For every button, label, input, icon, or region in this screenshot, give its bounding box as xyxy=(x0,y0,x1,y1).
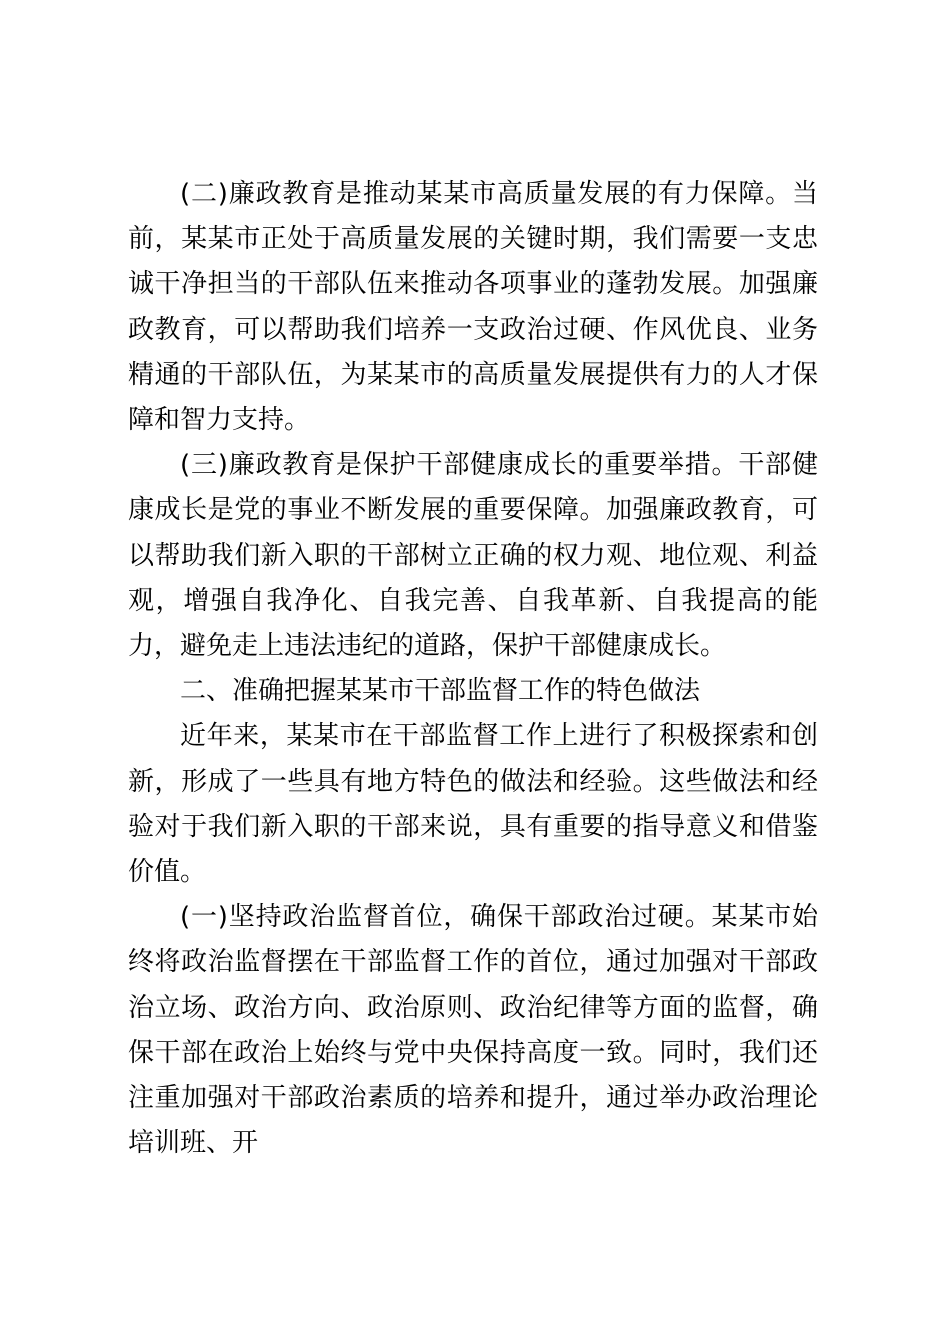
paragraph-section-3: (三)廉政教育是保护干部健康成长的重要举措。干部健康成长是党的事业不断发展的重要保障。加强廉政教育，可以帮助我们新入职的干部树立正确的权力观、地位观、利益观，增强自我净化、自我完善、自我革新、自我提高的能力，避免走上违法违纪的道路，保护干部健康成长。 xyxy=(128,450,818,662)
document-body xyxy=(128,172,818,1166)
paragraph-section-2: (二)廉政教育是推动某某市高质量发展的有力保障。当前，某某市正处于高质量发展的关键时期，我们需要一支忠诚干净担当的干部队伍来推动各项事业的蓬勃发展。加强廉政教育，可以帮助我们培养一支政治过硬、作风优良、业务精通的干部队伍，为某某市的高质量发展提供有力的人才保障和智力支持。 xyxy=(128,179,818,436)
section-heading-2: 二、准确把握某某市干部监督工作的特色做法 xyxy=(180,676,701,707)
paragraph-intro: 近年来，某某市在干部监督工作上进行了积极探索和创新，形成了一些具有地方特色的做法和经验。这些做法和经验对于我们新入职的干部来说，具有重要的指导意义和借鉴价值。 xyxy=(128,721,818,888)
paragraph-subsection-1: (一)坚持政治监督首位，确保干部政治过硬。某某市始终将政治监督摆在干部监督工作的首位，通过加强对干部政治立场、政治方向、政治原则、政治纪律等方面的监督，确保干部在政治上始终与党中央保持高度一致。同时，我们还注重加强对干部政治素质的培养和提升，通过举办政治理论培训班、开 xyxy=(128,902,818,1159)
